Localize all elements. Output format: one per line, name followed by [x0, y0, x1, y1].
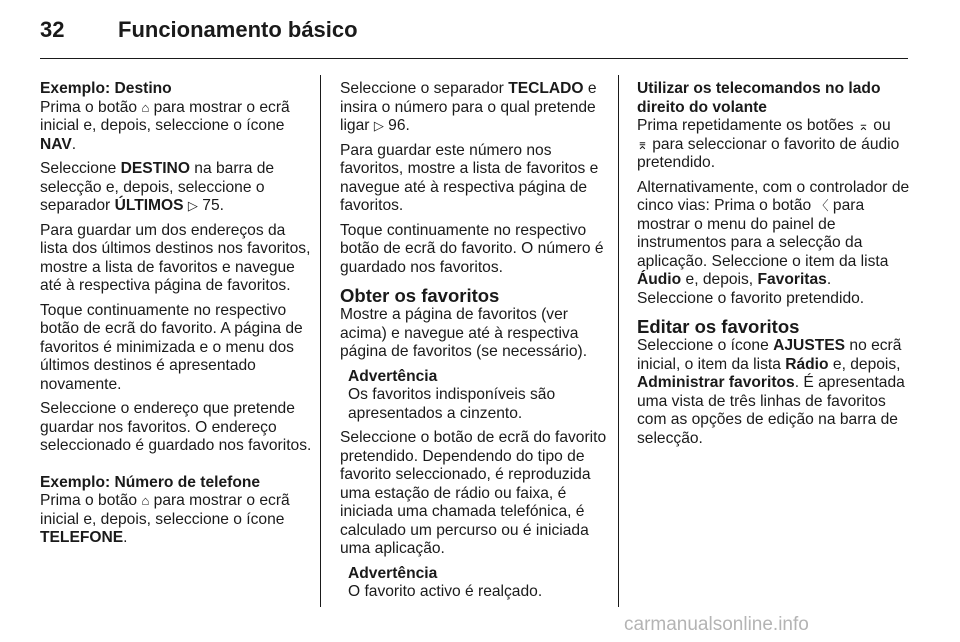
page-title: Funcionamento básico: [118, 17, 358, 42]
text: . É apresentada uma vista de três linhas de favoritos com as opções de edição na barra de selecção.: [637, 374, 905, 447]
paragraph: [637, 179, 912, 309]
text: para mostrar o ecrã inicial e, depois, seleccione o ícone: [40, 492, 290, 528]
page-number: 32: [40, 17, 65, 42]
favoritas-label: Favoritas: [757, 271, 827, 288]
column-1: [40, 80, 312, 554]
text: Seleccione: [40, 160, 117, 177]
text: Seleccione o favorito pretendido.: [637, 289, 865, 307]
ultimos-label: ÚLTIMOS: [114, 197, 184, 214]
paragraph: Para guardar um dos endereços da lista dos últimos destinos nos favoritos, mostre a lista de favoritos e navegue até à respectiva página de favoritos.: [40, 221, 311, 294]
text: Prima o botão: [40, 492, 138, 509]
heading-example-destination: Exemplo: Destino: [40, 80, 172, 97]
spacer: [40, 462, 312, 474]
note-box: [348, 565, 612, 602]
note-title: Advertência: [348, 367, 438, 385]
text: para mostrar o ecrã inicial e, depois, seleccione o ícone: [40, 98, 290, 134]
paragraph: Toque continuamente no respectivo botão de ecrã do favorito. A página de favoritos é minimizada e o menu dos últimos destinos é apresentado novamente.: [40, 301, 303, 393]
paragraph: [40, 99, 312, 155]
note-box: [348, 368, 612, 424]
favourite-down-icon: ⌆: [637, 136, 648, 152]
paragraph: [40, 160, 312, 216]
text: e insira o número para o qual pretende ligar: [340, 80, 597, 134]
text: e, depois,: [832, 355, 901, 373]
paragraph: Mostre a página de favoritos (ver acima) e navegue até à respectiva página de favoritos (se necessário).: [340, 306, 588, 360]
text: no ecrã inicial, o item da lista: [637, 337, 902, 373]
destino-label: DESTINO: [120, 160, 190, 177]
telefone-label: TELEFONE: [40, 529, 124, 546]
watermark: carmanualsonline.info: [624, 614, 809, 635]
text: .: [826, 271, 832, 288]
triangle-right-icon: ▷: [373, 118, 384, 133]
triangle-right-icon: ▷: [187, 198, 198, 213]
note-text: Os favoritos indisponíveis são apresentados a cinzento.: [348, 386, 556, 422]
text: Seleccione o ícone: [637, 337, 769, 354]
page-ref: 75.: [202, 197, 224, 214]
section-title-obter-favoritos: Obter os favoritos: [340, 285, 500, 306]
paragraph: Seleccione o botão de ecrã do favorito pretendido. Dependendo do tipo de favorito seleccionado, é reproduzida uma estação de rádio ou faixa, é iniciada uma chamada telefónica, é calculado um percurso ou é iniciada uma aplicação.: [340, 429, 607, 557]
note-text: O favorito activo é realçado.: [348, 583, 543, 600]
paragraph: Para guardar este número nos favoritos, mostre a lista de favoritos e navegue até à respectiva página de favoritos.: [340, 141, 599, 214]
text: Seleccione o separador: [340, 80, 504, 97]
paragraph: [40, 492, 312, 548]
administrar-favoritos-label: Administrar favoritos: [637, 374, 795, 391]
teclado-label: TECLADO: [508, 80, 584, 97]
paragraph: [637, 337, 912, 448]
home-icon: ⌂: [141, 493, 150, 508]
nav-label: NAV: [40, 135, 72, 153]
text: Prima repetidamente os botões: [637, 117, 854, 134]
text: ou: [873, 117, 891, 134]
paragraph: [340, 80, 612, 136]
section-title-editar-favoritos: Editar os favoritos: [637, 316, 800, 337]
paragraph: [637, 117, 912, 173]
text: na barra de selecção e, depois, seleccione o separador: [40, 160, 275, 214]
paragraph: Toque continuamente no respectivo botão de ecrã do favorito. O número é guardado nos favoritos.: [340, 221, 604, 276]
radio-label: Rádio: [785, 355, 829, 373]
page-ref: 96.: [388, 117, 410, 134]
heading-example-phone: Exemplo: Número de telefone: [40, 473, 261, 491]
column-2: [340, 80, 612, 608]
note-title: Advertência: [348, 564, 438, 582]
text: para seleccionar o favorito de áudio pretendido.: [637, 135, 900, 171]
favourite-up-icon: ⌅: [858, 118, 869, 133]
home-icon: ⌂: [141, 99, 150, 115]
text: e, depois,: [685, 271, 754, 288]
text: .: [71, 135, 77, 153]
column-3: [637, 80, 912, 454]
column-divider-1: [320, 75, 321, 607]
header-rule: [40, 58, 908, 59]
text: Alternativamente, com o controlador de cinco vias: Prima o botão: [637, 178, 910, 214]
text: Prima o botão: [40, 98, 138, 116]
heading-steering-controls: Utilizar os telecomandos no lado direito do volante: [637, 80, 881, 116]
text: .: [123, 529, 128, 546]
audio-label: Áudio: [637, 271, 682, 288]
chevron-left-icon: 〈: [815, 198, 829, 213]
ajustes-label: AJUSTES: [773, 337, 846, 354]
column-divider-2: [618, 75, 619, 607]
paragraph: Seleccione o endereço que pretende guardar nos favoritos. O endereço seleccionado é guardado nos favoritos.: [40, 400, 312, 454]
text: para mostrar o menu do painel de instrumentos para a selecção da aplicação. Seleccione o item da lista: [637, 197, 889, 270]
